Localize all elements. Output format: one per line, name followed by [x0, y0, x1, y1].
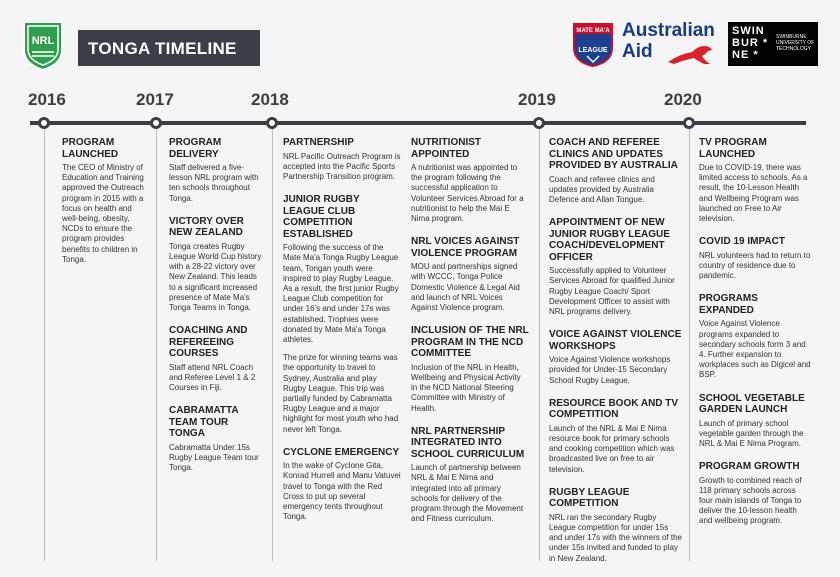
year-2018: 2018: [251, 90, 289, 109]
event-heading: COACHING AND REFEREEING COURSES: [169, 325, 248, 360]
year-2019: 2019: [518, 90, 556, 109]
event-text: Growth to combined reach of 118 primary schools across four main islands of Tonga to deliver the 10-lesson health and wellbeing program.: [699, 475, 802, 526]
page-title: TONGA TIMELINE: [88, 39, 237, 58]
mate-logo-top-text: MATE MA'A: [576, 28, 610, 34]
event-text: Due to COVID-19, there was limited access to schools. As a result, the 10-Lesson Health and Wellbeing Program was launched on Free to Air television.: [699, 163, 808, 224]
nrl-logo-icon: [22, 20, 64, 72]
event-heading: CABRAMATTA TEAM TOUR TONGA: [169, 405, 239, 440]
event-text: Successfully applied to Volunteer Services Abroad for qualified Junior Rugby League Coach/ Sport Development Officer to assist with NRL programs delivery.: [549, 266, 675, 316]
event-heading: PROGRAM LAUNCHED: [62, 137, 119, 160]
event-heading: NRL PARTNERSHIP INTEGRATED INTO SCHOOL CURRICULUM: [411, 425, 525, 460]
timeline-dot-2017: [150, 117, 162, 129]
event-text: Staff delivered a five-lesson NRL program with ten schools throughout Tonga.: [169, 163, 259, 203]
column-divider: [539, 129, 540, 561]
swinburne-logo: [728, 22, 818, 66]
event-text: NRL volunteers had to return to country of residence due to pandemic.: [699, 250, 811, 281]
event-text: Launch of primary school vegetable garden through the NRL & Mai E Nima Program.: [699, 418, 804, 448]
column-2020: [699, 137, 811, 527]
event-heading: CYCLONE EMERGENCY: [283, 446, 400, 458]
mate-maa-league-logo-icon: [570, 20, 616, 68]
year-2020: 2020: [664, 90, 702, 109]
australian-aid-logo: [622, 20, 718, 66]
event-text: Launch of the NRL & Mai E Nima resource book for primary schools and cooking competition which was broadcasted live on free to air television.: [549, 423, 675, 474]
event-text: NRL Pacific Outreach Program is accepted into the Pacific Sports Partnership Transition program.: [283, 151, 401, 181]
event-heading: COACH AND REFEREE CLINICS AND UPDATES PROVIDED BY AUSTRALIA: [549, 137, 678, 171]
aus-aid-line2: Aid: [622, 41, 653, 62]
swinburne-logo-subtext: SWINBURNE UNIVERSITY OF TECHNOLOGY: [776, 34, 815, 52]
timeline-dot-2018: [266, 117, 278, 129]
event-heading: PROGRAMS EXPANDED: [699, 293, 758, 316]
timeline-dot-2019: [533, 117, 545, 129]
column-2018-b: [411, 137, 529, 524]
event-heading: PROGRAM GROWTH: [699, 461, 800, 473]
aus-aid-line1: Australian: [622, 20, 715, 41]
event-text: MOU and partnerships signed with WCCC, Tonga Police Domestic Violence & Legal Aid and launch of NRL Voices Against Violence program.: [411, 262, 520, 313]
column-2016: [62, 137, 150, 265]
event-heading: JUNIOR RUGBY LEAGUE CLUB COMPETITION ESTABLISHED: [283, 194, 360, 240]
event-heading: VICTORY OVER NEW ZEALAND: [169, 215, 244, 239]
column-2019: [549, 137, 683, 564]
kangaroo-icon: [666, 42, 718, 66]
event-text: Staff attend NRL Coach and Referee Level 1 & 2 Courses in Fiji.: [169, 362, 256, 393]
year-2016: 2016: [28, 90, 66, 109]
event-text: Launch of partnership between NRL & Mai E Nima and integrated into all primary schools for delivery of the program through the Movement and Fitness curriculum.: [411, 463, 524, 524]
event-heading: VOICE AGAINST VIOLENCE WORKSHOPS: [549, 329, 682, 352]
column-divider: [44, 129, 45, 561]
event-text: The prize for winning teams was the opportunity to travel to Sydney, Australia and play Rugby League. This trip was partially funded by Cabramatta Rugby League and a major highlight for most youth who had never left Tonga.: [283, 353, 399, 434]
event-text: NRL ran the secondary Rugby League competition for under 15s and under 17s with the winners of the under 15s invited and funded to play in New Zealand.: [549, 512, 682, 563]
event-text: Voice Against Violence workshops provided for Under-15 Secondary School Rugby League.: [549, 355, 671, 385]
event-text: Inclusion of the NRL in Health, Wellbeing and Physical Activity in the NCD National Steering Committee with Ministry of Health.: [411, 362, 521, 413]
event-heading: PARTNERSHIP: [283, 137, 354, 148]
event-heading: TV PROGRAM LAUNCHED: [699, 137, 767, 160]
event-heading: NRL VOICES AGAINST VIOLENCE PROGRAM: [411, 236, 520, 259]
title-bar: [78, 30, 260, 66]
event-heading: RESOURCE BOOK AND TV COMPETITION: [549, 397, 679, 421]
timeline-dot-2016: [38, 117, 50, 129]
event-text: Voice Against Violence programs expanded to secondary schools form 3 and 4. Further expansion to workplaces such as Digicel and BSP.: [699, 319, 811, 380]
nrl-logo-text: NRL: [31, 35, 55, 47]
event-text: In the wake of Cyclone Gita, Konrad Hurrell and Manu Vatuvei travel to Tonga with the Red Cross to put up several emergency tents throughout Tonga.: [283, 461, 401, 522]
column-2018-a: [283, 137, 401, 522]
event-text: Tonga creates Rugby League World Cup history with a 28-22 victory over New Zealand. This leads to a significant increased presence of Mate Ma's Tonga Teams in Tonga.: [169, 241, 262, 313]
column-divider: [689, 129, 690, 561]
event-heading: INCLUSION OF THE NRL PROGRAM IN THE NCD COMMITTEE: [411, 325, 529, 360]
column-2017: [169, 137, 263, 473]
event-text: A nutritionist was appointed to the program following the successful application to Volunteer Services Abroad for a nutritionist to help the Mai E Nima program.: [411, 163, 524, 224]
year-2017: 2017: [136, 90, 174, 109]
column-divider: [156, 129, 157, 561]
event-heading: COVID 19 IMPACT: [699, 236, 785, 248]
swinburne-logo-text: SWIN BUR * NE *: [732, 25, 769, 61]
column-divider: [272, 129, 273, 561]
event-text: The CEO of Ministry of Education and Training approved the Outreach program in 2015 with a focus on health and well-being, obesity, NCDs to ensure the program provides benefits to children in Tonga.: [62, 163, 144, 264]
mate-logo-bottom-text: LEAGUE: [578, 47, 608, 54]
event-text: Coach and referee clinics and updates provided by Australia Defence and Allan Tongue.: [549, 174, 655, 204]
event-heading: PROGRAM DELIVERY: [169, 137, 222, 160]
event-heading: SCHOOL VEGETABLE GARDEN LAUNCH: [699, 392, 805, 416]
event-heading: RUGBY LEAGUE COMPETITION: [549, 486, 630, 510]
event-heading: NUTRITIONIST APPOINTED: [411, 137, 481, 160]
event-heading: APPOINTMENT OF NEW JUNIOR RUGBY LEAGUE COACH/DEVELOPMENT OFFICER: [549, 217, 670, 263]
timeline-dot-2020: [683, 117, 695, 129]
event-text: Following the success of the Mate Ma'a Tonga Rugby League team, Tongan youth were inspired to play Rugby League. As a result, the first junior Rugby League Club competition for under 16's and under 17s was established. Trophies were donated by Mate Ma'a Tonga athletes.: [283, 243, 399, 344]
event-text: Cabramatta Under 15s Rugby League Team tour Tonga.: [169, 442, 259, 473]
